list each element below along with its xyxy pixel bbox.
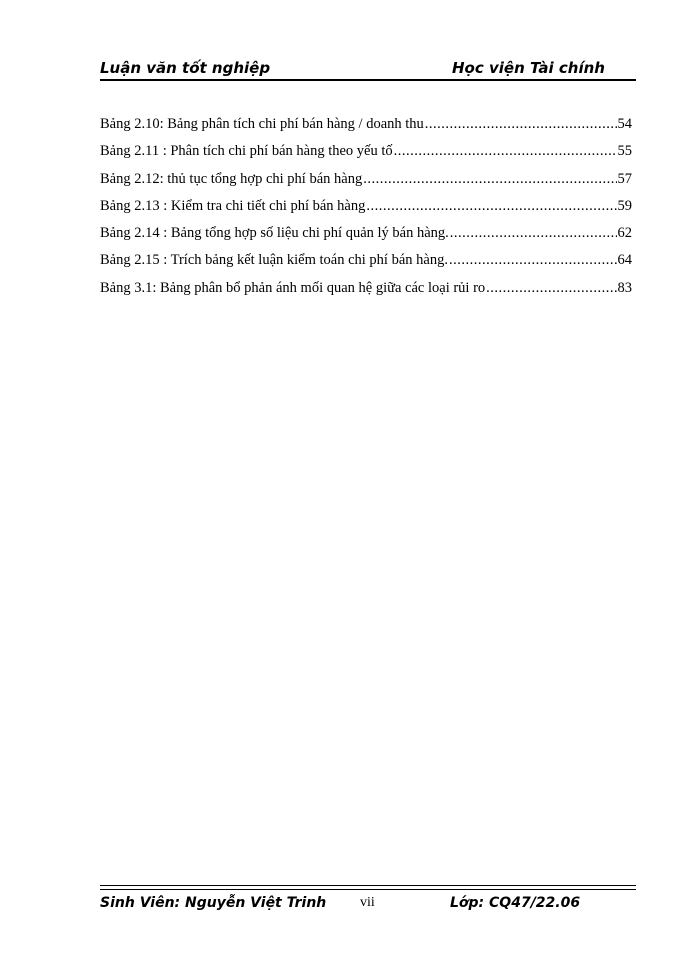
table-of-contents [100,114,632,305]
toc-leader-dots [394,141,617,161]
toc-entry-title: Bảng 2.12: thủ tục tổng hợp chi phí bán hàng [100,170,363,187]
toc-entry-title: Bảng 2.13 : Kiểm tra chi tiết chi phí bán hàng [100,197,366,214]
toc-entry-page: 54 [617,116,632,132]
toc-entry [100,141,632,168]
toc-leader-dots [486,278,616,298]
footer-page-number: vii [360,895,375,910]
toc-leader-dots [449,250,617,270]
toc-entry-title: Bảng 2.15 : Trích bảng kết luận kiểm toán chi phí bán hàng. [100,252,448,269]
footer-student-name: Sinh Viên: Nguyễn Việt Trinh [100,895,327,911]
toc-entry-page: 64 [617,252,632,269]
toc-leader-dots [363,169,616,189]
header-divider [100,79,636,81]
toc-entry [100,114,632,141]
toc-entry [100,223,632,250]
toc-entry [100,169,632,196]
toc-entry-page: 83 [617,279,632,296]
toc-leader-dots [425,114,617,134]
toc-entry-title: Bảng 3.1: Bảng phân bổ phản ánh mối quan hệ giữa các loại rủi ro [100,279,486,296]
footer-divider [100,885,636,890]
toc-entry-page: 57 [617,170,632,187]
toc-entry [100,250,632,277]
header-institution: Học viện Tài chính [452,59,605,77]
toc-entry-title: Bảng 2.10: Bảng phân tích chi phí bán hàng / doanh thu [100,116,424,132]
toc-entry [100,196,632,223]
toc-entry-page: 59 [617,197,632,214]
footer-class-code: Lớp: CQ47/22.06 [450,895,581,911]
toc-entry-title: Bảng 2.11 : Phân tích chi phí bán hàng theo yếu tố [100,143,393,160]
toc-entry-page: 62 [617,225,632,242]
toc-leader-dots [450,223,617,243]
toc-entry-title: Bảng 2.14 : Bảng tổng hợp số liệu chi phí quản lý bán hàng. [100,225,449,242]
toc-leader-dots [366,196,616,216]
page-footer [100,893,636,915]
toc-entry [100,278,632,305]
header-thesis-title: Luận văn tốt nghiệp [100,59,271,77]
page-header [100,58,636,80]
toc-entry-page: 55 [617,143,632,160]
